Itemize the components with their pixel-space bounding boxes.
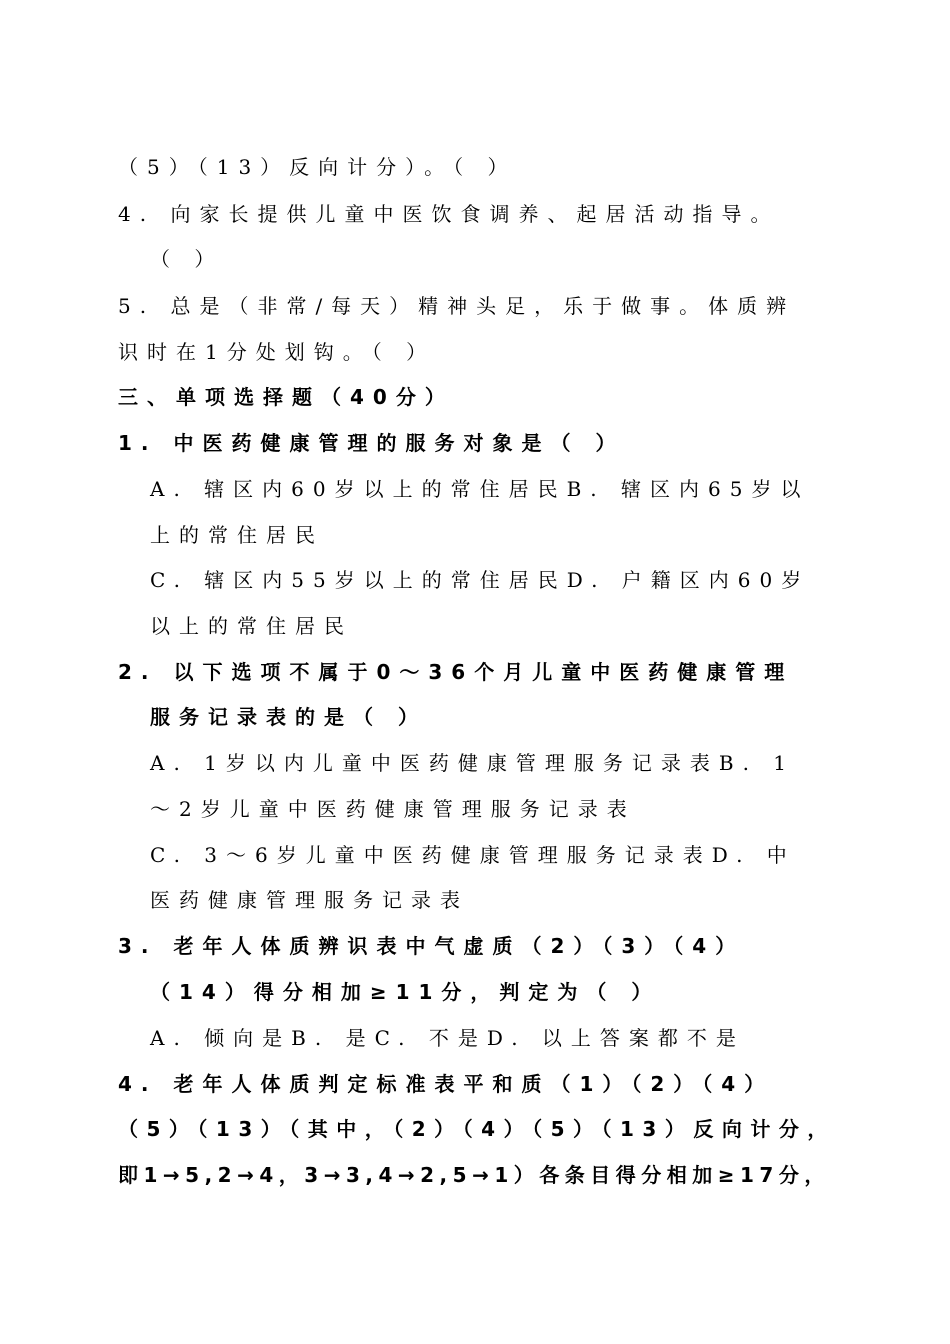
question-title: 服务记录表的是（ ） [150,705,427,729]
question-title: 即1→5,2→4，3→3,4→2,5→1）各条目得分相加≥17分， [118,1163,830,1187]
question-title: （14）得分相加≥11分，判定为（ ） [150,980,661,1004]
option-line: 以上的常住居民 [150,614,353,638]
text-line: （ ） [150,247,224,271]
text-line: 识时在1分处划钩。（ ） [118,340,436,364]
option-line: ～2岁儿童中医药健康管理服务记录表 [150,797,636,821]
question-title: 3. 老年人体质辨识表中气虚质（2）（3）（4） [118,934,745,958]
question-title: （5）（13）（其中，（2）（4）（5）（13）反向计分， [118,1117,836,1141]
text-line: 4. 向家长提供儿童中医饮食调养、起居活动指导。 [118,202,780,226]
option-line: C. 辖区内55岁以上的常住居民D. 户籍区内60岁 [150,568,811,592]
option-line: A. 1岁以内儿童中医药健康管理服务记录表B. 1 [150,751,796,775]
question-title: 2. 以下选项不属于0～36个月儿童中医药健康管理 [118,660,794,684]
question-title: 4. 老年人体质判定标准表平和质（1）（2）（4） [118,1072,774,1096]
text-line: （5）（13）反向计分）。（ ） [118,155,517,179]
option-line: A. 倾向是B. 是C. 不是D. 以上答案都不是 [150,1026,745,1050]
option-line: A. 辖区内60岁以上的常住居民B. 辖区内65岁以 [150,477,810,501]
section-heading: 三、单项选择题（40分） [118,385,454,409]
question-title: 1. 中医药健康管理的服务对象是（ ） [118,431,625,455]
text-line: 5. 总是（非常/每天）精神头足，乐于做事。体质辨 [118,294,796,318]
option-line: 上的常住居民 [150,523,324,547]
option-line: 医药健康管理服务记录表 [150,888,469,912]
option-line: C. 3～6岁儿童中医药健康管理服务记录表D. 中 [150,843,796,867]
